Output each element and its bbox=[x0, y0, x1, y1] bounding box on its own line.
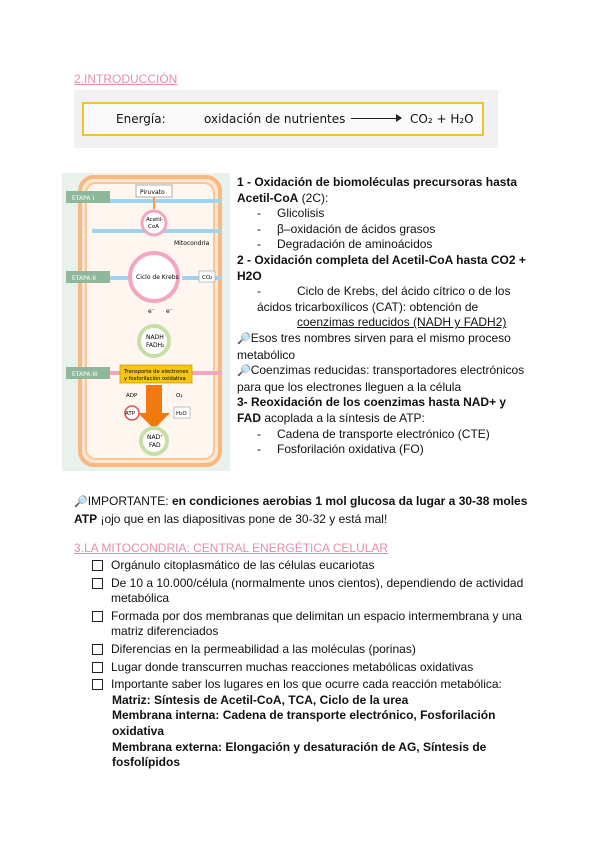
fadh-label: FADH₂ bbox=[146, 342, 165, 349]
important-prefix: IMPORTANTE: bbox=[87, 494, 172, 508]
metabolism-figure bbox=[62, 173, 230, 471]
nad-label: NAD⁺ bbox=[147, 434, 164, 441]
piruvato-label: Piruvato bbox=[140, 189, 165, 196]
electron-label-2: e⁻ bbox=[166, 308, 173, 315]
metabolism-stages-text bbox=[237, 175, 527, 458]
point-3-title: 3- Reoxidación de los coenzimas hasta NAD+ y FAD bbox=[237, 395, 507, 425]
acetil-label-1: Acetil- bbox=[146, 217, 164, 223]
checkbox-icon bbox=[92, 644, 103, 655]
important-note bbox=[74, 493, 544, 528]
list-item: - Glicolisis bbox=[237, 206, 527, 222]
adp-label: ADP bbox=[126, 393, 138, 399]
checkbox-icon bbox=[92, 611, 103, 622]
list-item: Orgánulo citoplasmático de las células eucariotas bbox=[90, 558, 540, 574]
checkbox-icon bbox=[92, 662, 103, 673]
nad-circle bbox=[141, 428, 167, 454]
o2-label: O₂ bbox=[176, 393, 183, 399]
acetil-label-2: CoA bbox=[148, 224, 159, 230]
mitocondria-label: Mitocondria bbox=[174, 240, 210, 247]
energy-process: oxidación de nutrientes bbox=[204, 112, 346, 126]
important-bold: en condiciones aerobias 1 mol glucosa da lugar a 30-38 moles ATP bbox=[74, 494, 528, 526]
section-heading-introduccion: 2.INTRODUCCIÓN bbox=[74, 72, 178, 86]
checkbox-icon bbox=[92, 578, 103, 589]
location-matriz: Matriz: Síntesis de Acetil-CoA, TCA, Ciclo de la urea bbox=[112, 692, 409, 707]
transport-label-2: y fosforilación oxidativa bbox=[124, 376, 186, 382]
list-item: - β–oxidación de ácidos grasos bbox=[237, 222, 527, 238]
list-item: - Degradación de aminoácidos bbox=[237, 237, 527, 253]
point-1-suffix: (2C): bbox=[298, 190, 329, 205]
point-3-suffix: acoplada a la síntesis de ATP: bbox=[261, 410, 425, 425]
energy-equation-box bbox=[74, 90, 498, 148]
stage-text-2: ETAPA II bbox=[72, 275, 96, 282]
co2-label: CO₂ bbox=[202, 275, 213, 281]
checkbox-icon bbox=[92, 679, 103, 690]
magnifier-icon: 🔎 bbox=[237, 332, 251, 345]
stage-text-3: ETAPA III bbox=[72, 371, 98, 378]
list-item: - Fosforilación oxidativa (FO) bbox=[237, 442, 527, 458]
point-2-title: 2 - Oxidación completa del Acetil-CoA hasta CO2 + H2O bbox=[237, 252, 526, 283]
list-item: De 10 a 10.000/célula (normalmente unos cientos), dependiendo de actividad metabólica bbox=[90, 576, 540, 607]
nadh-circle bbox=[139, 326, 169, 356]
atp-label: ATP bbox=[125, 411, 136, 417]
h2o-label: H₂O bbox=[176, 411, 187, 417]
nadh-label: NADH bbox=[146, 334, 164, 341]
important-rest: ¡ojo que en las diapositivas pone de 30-32 y está mal! bbox=[97, 512, 388, 526]
acetil-coa-circle bbox=[142, 211, 166, 235]
arrow-head-icon bbox=[396, 114, 402, 122]
list-item: Formada por dos membranas que delimitan un espacio intermembrana y una matriz diferenciados bbox=[90, 609, 540, 640]
list-item: Importante saber los lugares en los que ocurre cada reacción metabólica: bbox=[90, 677, 540, 693]
list-item: - Ciclo de Krebs, del ácido cítrico o de los ácidos tricarboxílicos (CAT): obtención de coenzimas reducidos (NADH y FADH2) bbox=[237, 284, 527, 331]
mitocondria-list bbox=[90, 558, 540, 771]
note-2: 🔎Coenzimas reducidas: transportadores electrónicos para que los electrones lleguen a la célula bbox=[237, 363, 525, 394]
checkbox-icon bbox=[92, 560, 103, 571]
list-item: Lugar donde transcurren muchas reacciones metabólicas oxidativas bbox=[90, 660, 540, 676]
stage-text-1: ETAPA I bbox=[72, 195, 95, 202]
energy-equation bbox=[82, 102, 484, 136]
note-1: 🔎Esos tres nombres sirven para el mismo proceso metabólico bbox=[237, 330, 511, 362]
energy-product: CO₂ + H₂O bbox=[410, 112, 474, 126]
section-heading-mitocondria: 3.LA MITOCONDRIA: CENTRAL ENERGÉTICA CELULAR bbox=[74, 541, 389, 555]
location-membrana-interna: Membrana interna: Cadena de transporte electrónico, Fosforilación oxidativa bbox=[112, 708, 496, 738]
transport-label-1: Transporte de electrones bbox=[124, 369, 189, 375]
magnifier-icon: 🔎 bbox=[74, 496, 88, 508]
arrow-icon bbox=[351, 118, 401, 119]
location-membrana-externa: Membrana externa: Elongación y desaturación de AG, Síntesis de fosfolípidos bbox=[112, 739, 487, 770]
electron-label-1: e⁻ bbox=[148, 308, 155, 315]
energy-label: Energía: bbox=[116, 112, 166, 126]
fad-label: FAD bbox=[149, 442, 161, 449]
magnifier-icon: 🔎 bbox=[237, 365, 251, 378]
list-item: Diferencias en la permeabilidad a las moléculas (porinas) bbox=[90, 642, 540, 658]
point-1-title: 1 - Oxidación de biomoléculas precursoras hasta Acetil-CoA bbox=[237, 175, 518, 205]
krebs-label: Ciclo de Krebs bbox=[136, 274, 179, 281]
list-item: - Cadena de transporte electrónico (CTE) bbox=[237, 427, 527, 443]
